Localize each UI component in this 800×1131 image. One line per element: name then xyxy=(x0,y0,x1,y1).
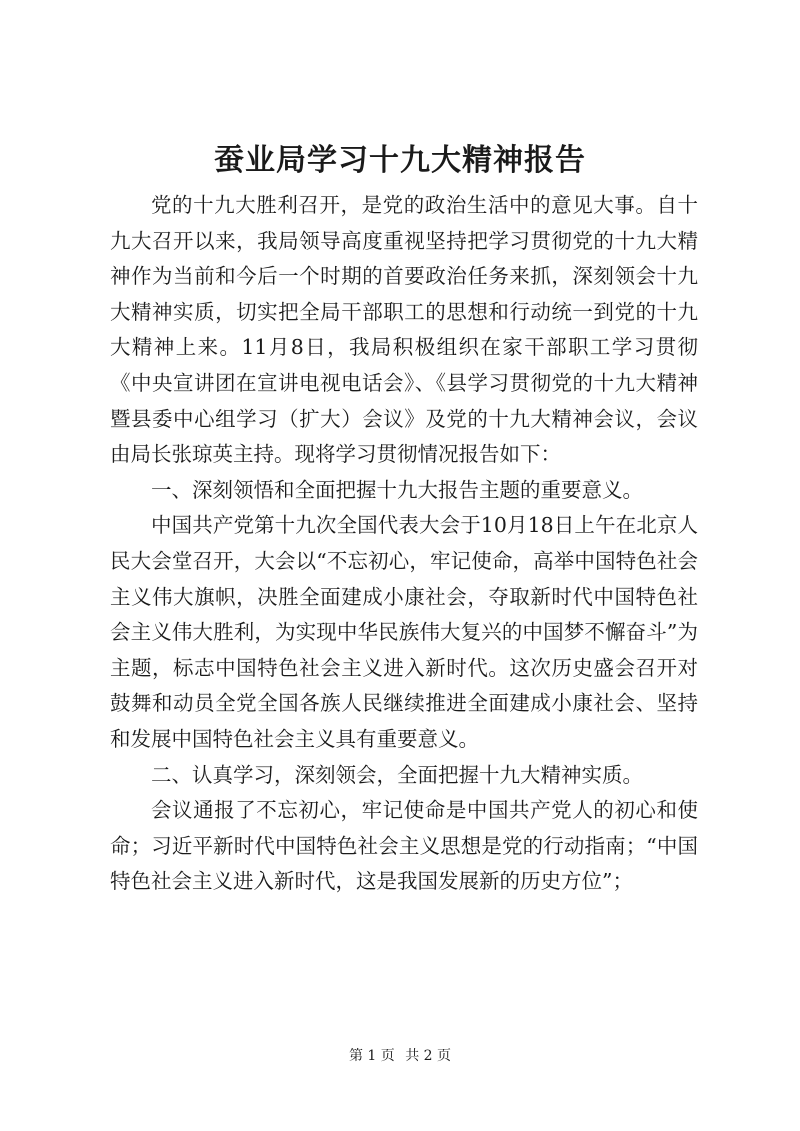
page-footer xyxy=(0,1046,800,1066)
paragraph-congress: 中国共产党第十九次全国代表大会于10月18日上午在北京人民大会堂召开，大会以“不忘初心，牢记使命，高举中国特色社会主义伟大旗帜，决胜全面建成小康社会，夺取新时代中国特色社会主义伟大胜利，为实现中华民族伟大复兴的中国梦不懈奋斗”为主题，标志中国特色社会主义进入新时代。这次历史盛会召开对鼓舞和动员全党全国各族人民继续推进全面建成小康社会、坚持和发展中国特色社会主义具有重要意义。 xyxy=(110,513,698,751)
page-number: 第 1 页 xyxy=(348,1048,395,1064)
document-title: 蚕业局学习十九大精神报告 xyxy=(214,143,586,178)
document-body xyxy=(110,188,698,900)
page-total: 共 2 页 xyxy=(405,1048,452,1064)
section-heading-1: 一、深刻领悟和全面把握十九大报告主题的重要意义。 xyxy=(151,477,643,502)
section-heading-2: 二、认真学习，深刻领会，全面把握十九大精神实质。 xyxy=(151,762,643,787)
paragraph-intro: 党的十九大胜利召开，是党的政治生活中的意见大事。自十九大召开以来，我局领导高度重视坚持把学习贯彻党的十九大精神作为当前和今后一个时期的首要政治任务来抓，深刻领会十九大精神实质，切实把全局干部职工的思想和行动统一到党的十九大精神上来。11月8日，我局积极组织在家干部职工学习贯彻《中央宣讲团在宣讲电视电话会》、《县学习贯彻党的十九大精神暨县委中心组学习（扩大）会议》及党的十九大精神会议，会议由局长张琼英主持。现将学习贯彻情况报告如下： xyxy=(110,193,698,467)
paragraph-meeting: 会议通报了不忘初心，牢记使命是中国共产党人的初心和使命；习近平新时代中国特色社会主义思想是党的行动指南；“中国特色社会主义进入新时代，这是我国发展新的历史方位”； xyxy=(110,798,698,894)
